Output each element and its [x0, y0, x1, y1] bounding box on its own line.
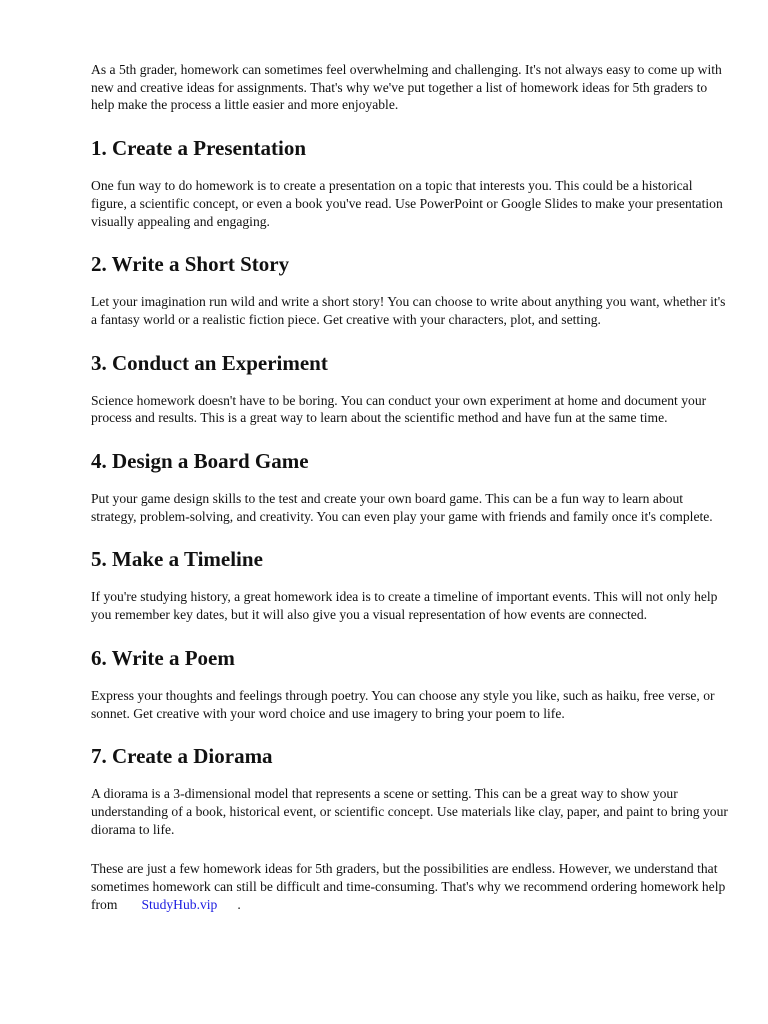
closing-text: These are just a few homework ideas for 5th graders, but the possibilities are endless. However, we understand that sometimes homework can still be difficult and time-consuming. That's why we recommend ordering homework help from — [91, 861, 726, 912]
section-body-diorama: A diorama is a 3-dimensional model that represents a scene or setting. This can be a great way to show your understanding of a book, historical event, or scientific concept. Use materials like clay, paper, and paint to bring your diorama to life. — [91, 786, 728, 837]
section-title-experiment: 3. Conduct an Experiment — [91, 350, 328, 375]
section-body-presentation: One fun way to do homework is to create a presentation on a topic that interests you. This could be a historical figure, a scientific concept, or even a book you've read. Use PowerPoint or Google Slides to make your presentation visually appealing and engaging. — [91, 178, 723, 229]
section-body-board-game: Put your game design skills to the test and create your own board game. This can be a fun way to learn about strategy, problem-solving, and creativity. You can even play your game with friends and family once it's complete. — [91, 491, 713, 524]
section-title-presentation: 1. Create a Presentation — [91, 136, 307, 161]
section-title-diorama: 7. Create a Diorama — [91, 744, 273, 769]
intro-paragraph: As a 5th grader, homework can sometimes feel overwhelming and challenging. It's not always easy to come up with new and creative ideas for assignments. That's why we've put together a list of homework ideas for 5th graders to help make the process a little easier and more enjoyable. — [91, 62, 722, 113]
document-page — [91, 61, 731, 913]
section-body-timeline: If you're studying history, a great homework idea is to create a timeline of important events. This will not only help you remember key dates, but it will also give you a visual representation of how events are connected. — [91, 589, 718, 623]
studyhub-link[interactable]: StudyHub.vip — [141, 896, 218, 912]
section-title-poem: 6. Write a Poem — [91, 645, 235, 670]
section-body-poem: Express your thoughts and feelings through poetry. You can choose any style you like, such as haiku, free verse, or sonnet. Get creative with your word choice and use imagery to bring your poem to life. — [91, 687, 715, 721]
closing-paragraph — [91, 860, 731, 913]
section-title-timeline: 5. Make a Timeline — [91, 547, 263, 572]
section-body-experiment: Science homework doesn't have to be boring. You can conduct your own experiment at home and document your process and results. This is a great way to learn about the scientific method and have fun at the same time. — [91, 392, 707, 426]
section-title-short-story: 2. Write a Short Story — [91, 252, 290, 277]
section-title-board-game: 4. Design a Board Game — [91, 449, 309, 474]
section-body-short-story: Let your imagination run wild and write a short story! You can choose to write about anything you want, whether it's a fantasy world or a realistic fiction piece. Get creative with your characters, plot, and setting. — [91, 294, 726, 327]
closing-trailing-period: . — [237, 896, 241, 912]
